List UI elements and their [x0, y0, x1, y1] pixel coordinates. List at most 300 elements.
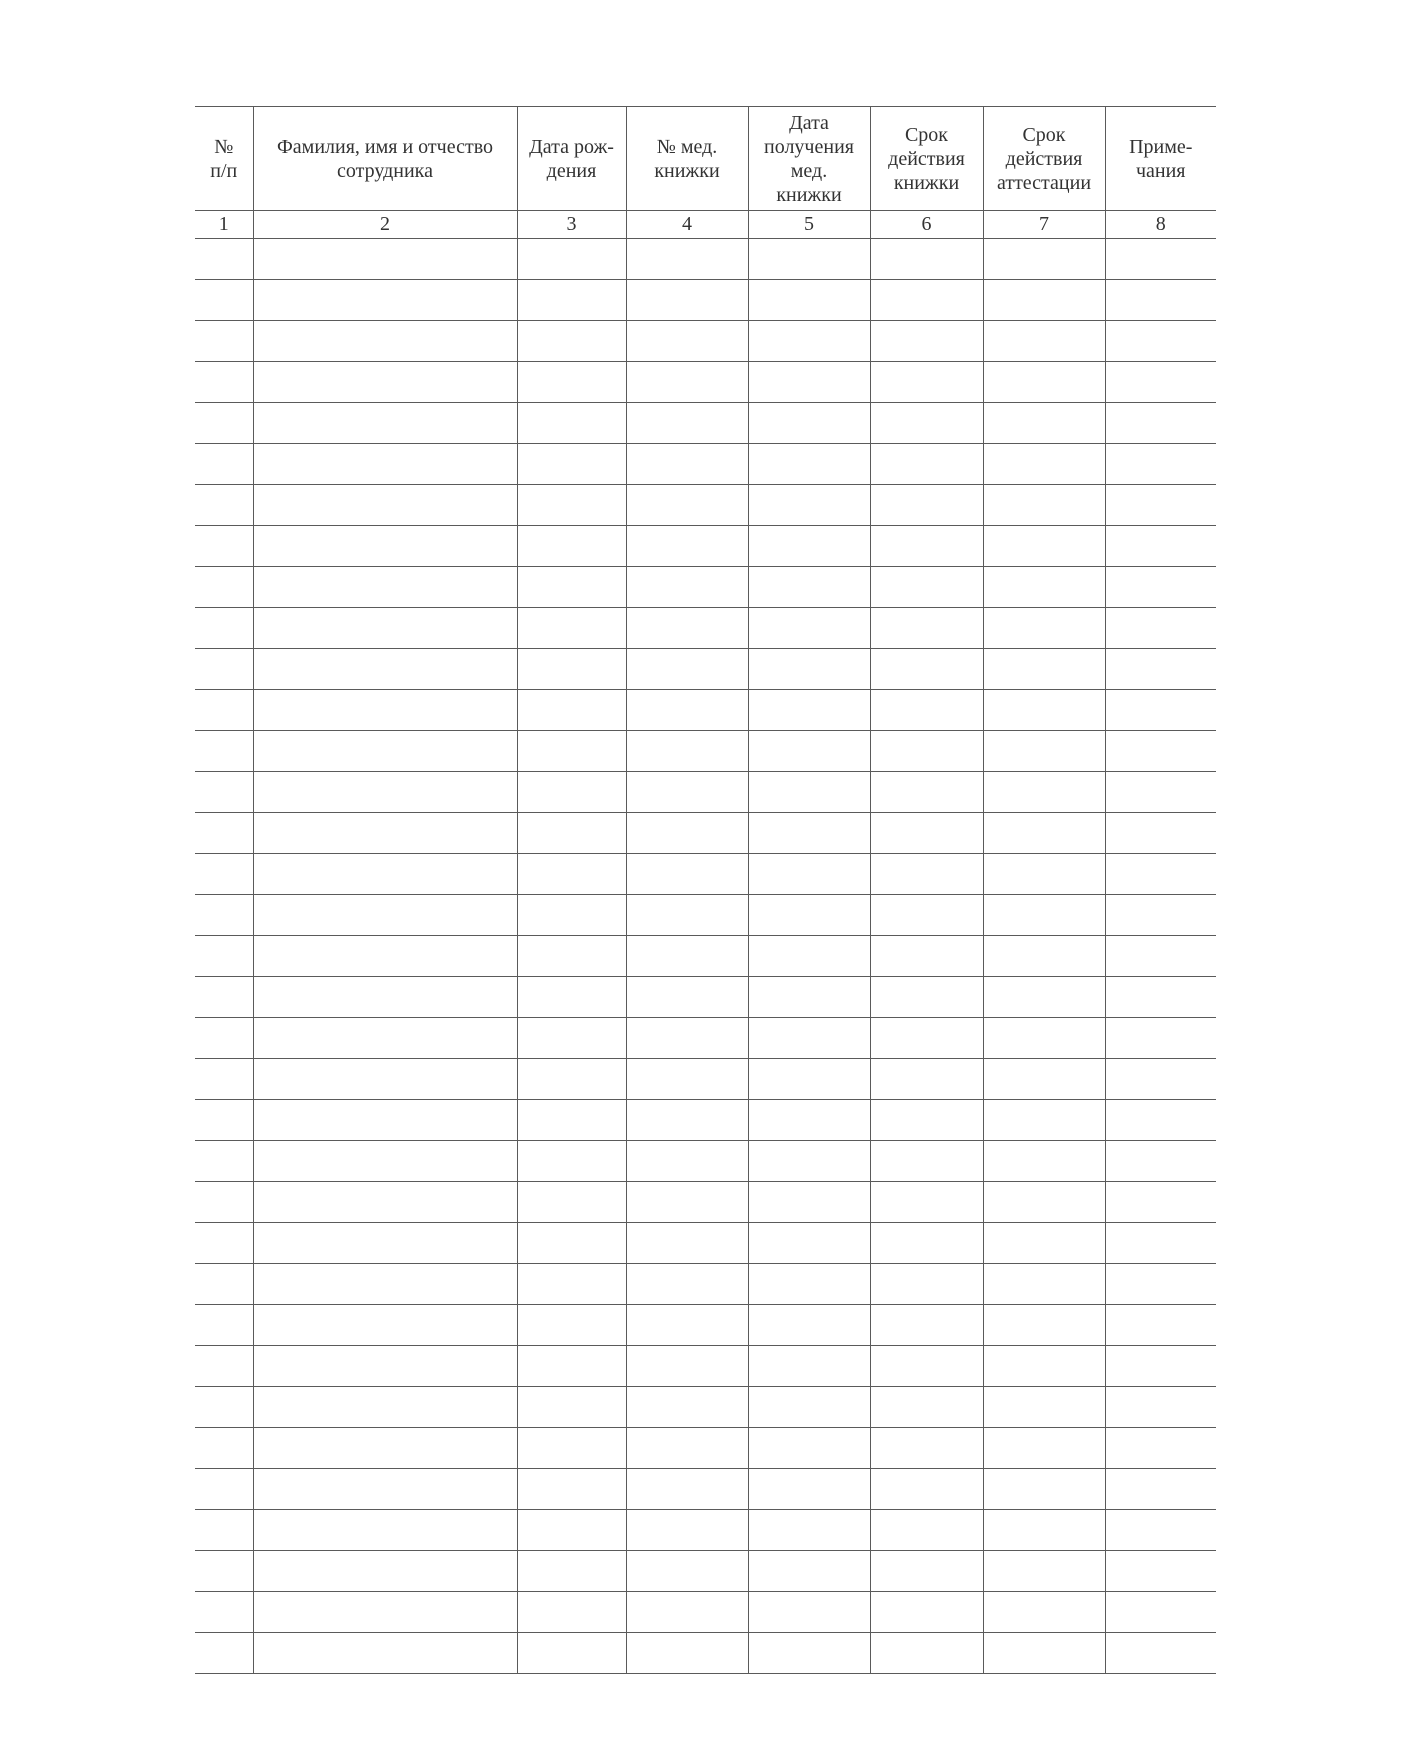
- table-cell[interactable]: [517, 936, 626, 977]
- table-cell[interactable]: [253, 526, 517, 567]
- table-cell[interactable]: [253, 1223, 517, 1264]
- table-cell[interactable]: [253, 608, 517, 649]
- table-cell[interactable]: [626, 1346, 748, 1387]
- table-cell[interactable]: [253, 280, 517, 321]
- table-cell[interactable]: [195, 526, 253, 567]
- table-cell[interactable]: [517, 1100, 626, 1141]
- table-cell[interactable]: [626, 1100, 748, 1141]
- table-cell[interactable]: [870, 1387, 983, 1428]
- table-cell[interactable]: [983, 526, 1105, 567]
- table-cell[interactable]: [517, 608, 626, 649]
- table-cell[interactable]: [517, 239, 626, 280]
- table-cell[interactable]: [870, 321, 983, 362]
- column-header: Дата рож- дения: [517, 107, 626, 211]
- table-cell[interactable]: [748, 977, 870, 1018]
- table-cell[interactable]: [983, 1141, 1105, 1182]
- table-cell[interactable]: [870, 403, 983, 444]
- table-cell[interactable]: [517, 1059, 626, 1100]
- column-header: № п/п: [195, 107, 253, 211]
- table-cell[interactable]: [1105, 895, 1216, 936]
- table-cell[interactable]: [517, 895, 626, 936]
- table-cell[interactable]: [517, 1387, 626, 1428]
- table-cell[interactable]: [748, 690, 870, 731]
- table-cell[interactable]: [748, 526, 870, 567]
- table-cell[interactable]: [1105, 321, 1216, 362]
- table-cell[interactable]: [870, 608, 983, 649]
- table-cell[interactable]: [626, 1059, 748, 1100]
- table-cell[interactable]: [517, 854, 626, 895]
- table-cell[interactable]: [195, 608, 253, 649]
- table-cell[interactable]: [748, 772, 870, 813]
- table-cell[interactable]: [195, 690, 253, 731]
- table-cell[interactable]: [748, 608, 870, 649]
- table-cell[interactable]: [1105, 1633, 1216, 1674]
- table-cell[interactable]: [983, 403, 1105, 444]
- table-cell[interactable]: [983, 1510, 1105, 1551]
- table-cell[interactable]: [1105, 1469, 1216, 1510]
- table-cell[interactable]: [253, 362, 517, 403]
- table-cell[interactable]: [517, 690, 626, 731]
- table-cell[interactable]: [748, 936, 870, 977]
- table-cell[interactable]: [983, 485, 1105, 526]
- table-cell[interactable]: [1105, 1182, 1216, 1223]
- table-cell[interactable]: [253, 444, 517, 485]
- table-cell[interactable]: [626, 1469, 748, 1510]
- table-cell[interactable]: [517, 567, 626, 608]
- table-cell[interactable]: [626, 813, 748, 854]
- table-cell[interactable]: [626, 772, 748, 813]
- table-cell[interactable]: [517, 362, 626, 403]
- table-cell[interactable]: [195, 280, 253, 321]
- table-cell[interactable]: [870, 690, 983, 731]
- table-cell[interactable]: [748, 1141, 870, 1182]
- table-cell[interactable]: [983, 1059, 1105, 1100]
- table-cell[interactable]: [1105, 1141, 1216, 1182]
- table-cell[interactable]: [517, 444, 626, 485]
- table-cell[interactable]: [748, 854, 870, 895]
- table-cell[interactable]: [253, 690, 517, 731]
- table-cell[interactable]: [870, 1141, 983, 1182]
- table-cell[interactable]: [253, 1100, 517, 1141]
- table-cell[interactable]: [870, 1059, 983, 1100]
- table-cell[interactable]: [748, 1510, 870, 1551]
- table-row: [195, 239, 1216, 280]
- table-cell[interactable]: [870, 1018, 983, 1059]
- table-cell[interactable]: [626, 444, 748, 485]
- table-cell[interactable]: [983, 854, 1105, 895]
- table-cell[interactable]: [983, 239, 1105, 280]
- table-cell[interactable]: [748, 813, 870, 854]
- table-cell[interactable]: [748, 731, 870, 772]
- table-cell[interactable]: [870, 1592, 983, 1633]
- table-cell[interactable]: [983, 1100, 1105, 1141]
- table-cell[interactable]: [870, 485, 983, 526]
- table-cell[interactable]: [983, 1592, 1105, 1633]
- table-cell[interactable]: [253, 1264, 517, 1305]
- table-cell[interactable]: [983, 813, 1105, 854]
- table-cell[interactable]: [253, 403, 517, 444]
- table-cell[interactable]: [870, 772, 983, 813]
- table-row: [195, 772, 1216, 813]
- table-cell[interactable]: [517, 1592, 626, 1633]
- table-cell[interactable]: [626, 1551, 748, 1592]
- table-cell[interactable]: [1105, 1551, 1216, 1592]
- table-row: [195, 1633, 1216, 1674]
- table-cell[interactable]: [195, 567, 253, 608]
- table-cell[interactable]: [195, 1346, 253, 1387]
- table-cell[interactable]: [253, 1592, 517, 1633]
- table-cell[interactable]: [870, 1469, 983, 1510]
- table-cell[interactable]: [517, 731, 626, 772]
- table-cell[interactable]: [195, 403, 253, 444]
- table-cell[interactable]: [626, 1018, 748, 1059]
- table-cell[interactable]: [195, 649, 253, 690]
- table-row: [195, 1510, 1216, 1551]
- table-cell[interactable]: [195, 1223, 253, 1264]
- table-cell[interactable]: [1105, 1100, 1216, 1141]
- table-cell[interactable]: [626, 239, 748, 280]
- table-cell[interactable]: [870, 362, 983, 403]
- table-cell[interactable]: [517, 1469, 626, 1510]
- table-cell[interactable]: [1105, 526, 1216, 567]
- table-cell[interactable]: [1105, 280, 1216, 321]
- table-cell[interactable]: [626, 1633, 748, 1674]
- table-cell[interactable]: [983, 1223, 1105, 1264]
- table-cell[interactable]: [517, 1633, 626, 1674]
- table-cell[interactable]: [1105, 403, 1216, 444]
- table-cell[interactable]: [517, 977, 626, 1018]
- table-cell[interactable]: [517, 1346, 626, 1387]
- table-cell[interactable]: [870, 649, 983, 690]
- table-cell[interactable]: [983, 1305, 1105, 1346]
- table-cell[interactable]: [870, 1223, 983, 1264]
- table-cell[interactable]: [195, 854, 253, 895]
- table-cell[interactable]: [195, 1387, 253, 1428]
- table-cell[interactable]: [626, 1182, 748, 1223]
- table-cell[interactable]: [195, 362, 253, 403]
- table-cell[interactable]: [626, 854, 748, 895]
- table-cell[interactable]: [195, 1182, 253, 1223]
- table-cell[interactable]: [253, 895, 517, 936]
- table-cell[interactable]: [748, 485, 870, 526]
- table-cell[interactable]: [517, 1428, 626, 1469]
- table-cell[interactable]: [195, 936, 253, 977]
- table-cell[interactable]: [253, 1551, 517, 1592]
- table-cell[interactable]: [748, 1100, 870, 1141]
- table-cell[interactable]: [1105, 239, 1216, 280]
- table-cell[interactable]: [253, 731, 517, 772]
- table-cell[interactable]: [983, 1387, 1105, 1428]
- column-number: 1: [195, 211, 253, 239]
- table-cell[interactable]: [983, 1428, 1105, 1469]
- table-cell[interactable]: [1105, 1264, 1216, 1305]
- table-cell[interactable]: [253, 813, 517, 854]
- table-cell[interactable]: [870, 813, 983, 854]
- table-cell[interactable]: [748, 403, 870, 444]
- column-number: 7: [983, 211, 1105, 239]
- employee-register-table: [195, 106, 1216, 1674]
- table-cell[interactable]: [626, 526, 748, 567]
- table-cell[interactable]: [748, 1592, 870, 1633]
- table-cell[interactable]: [748, 1059, 870, 1100]
- table-cell[interactable]: [626, 1305, 748, 1346]
- table-row: [195, 1387, 1216, 1428]
- table-cell[interactable]: [748, 444, 870, 485]
- table-cell[interactable]: [626, 1264, 748, 1305]
- table-cell[interactable]: [626, 1223, 748, 1264]
- table-cell[interactable]: [195, 731, 253, 772]
- table-cell[interactable]: [195, 1469, 253, 1510]
- table-cell[interactable]: [253, 1059, 517, 1100]
- table-cell[interactable]: [748, 321, 870, 362]
- table-cell[interactable]: [870, 936, 983, 977]
- table-cell[interactable]: [517, 485, 626, 526]
- table-cell[interactable]: [253, 1305, 517, 1346]
- table-cell[interactable]: [870, 567, 983, 608]
- table-cell[interactable]: [1105, 977, 1216, 1018]
- table-cell[interactable]: [626, 1141, 748, 1182]
- table-cell[interactable]: [748, 567, 870, 608]
- table-cell[interactable]: [626, 1428, 748, 1469]
- table-cell[interactable]: [983, 608, 1105, 649]
- table-cell[interactable]: [253, 772, 517, 813]
- table-cell[interactable]: [517, 526, 626, 567]
- table-cell[interactable]: [626, 321, 748, 362]
- table-cell[interactable]: [253, 321, 517, 362]
- table-cell[interactable]: [870, 1305, 983, 1346]
- table-cell[interactable]: [983, 1633, 1105, 1674]
- table-cell[interactable]: [870, 444, 983, 485]
- table-cell[interactable]: [626, 280, 748, 321]
- table-cell[interactable]: [983, 977, 1105, 1018]
- table-cell[interactable]: [517, 403, 626, 444]
- column-number: 6: [870, 211, 983, 239]
- table-cell[interactable]: [1105, 444, 1216, 485]
- table-cell[interactable]: [870, 1100, 983, 1141]
- table-cell[interactable]: [253, 239, 517, 280]
- table-cell[interactable]: [195, 1059, 253, 1100]
- table-cell[interactable]: [195, 1428, 253, 1469]
- table-cell[interactable]: [253, 936, 517, 977]
- table-cell[interactable]: [748, 280, 870, 321]
- table-cell[interactable]: [517, 1223, 626, 1264]
- table-cell[interactable]: [195, 321, 253, 362]
- table-cell[interactable]: [748, 1346, 870, 1387]
- table-cell[interactable]: [517, 1305, 626, 1346]
- table-cell[interactable]: [983, 280, 1105, 321]
- table-cell[interactable]: [517, 1551, 626, 1592]
- table-cell[interactable]: [1105, 1510, 1216, 1551]
- table-cell[interactable]: [1105, 1223, 1216, 1264]
- table-cell[interactable]: [748, 1469, 870, 1510]
- table-cell[interactable]: [195, 1018, 253, 1059]
- table-cell[interactable]: [253, 1510, 517, 1551]
- table-cell[interactable]: [1105, 1018, 1216, 1059]
- table-cell[interactable]: [195, 239, 253, 280]
- column-header: Фамилия, имя и отчество сотрудника: [253, 107, 517, 211]
- table-cell[interactable]: [1105, 936, 1216, 977]
- table-cell[interactable]: [626, 731, 748, 772]
- table-cell[interactable]: [748, 1182, 870, 1223]
- table-cell[interactable]: [195, 813, 253, 854]
- table-cell[interactable]: [253, 977, 517, 1018]
- table-cell[interactable]: [870, 895, 983, 936]
- table-cell[interactable]: [253, 1141, 517, 1182]
- table-cell[interactable]: [517, 649, 626, 690]
- table-row: [195, 1592, 1216, 1633]
- table-cell[interactable]: [870, 1633, 983, 1674]
- table-cell[interactable]: [748, 239, 870, 280]
- table-cell[interactable]: [253, 567, 517, 608]
- table-cell[interactable]: [748, 1305, 870, 1346]
- table-cell[interactable]: [748, 1551, 870, 1592]
- table-row: [195, 1264, 1216, 1305]
- table-cell[interactable]: [1105, 772, 1216, 813]
- table-cell[interactable]: [195, 1141, 253, 1182]
- table-cell[interactable]: [1105, 813, 1216, 854]
- table-cell[interactable]: [1105, 1428, 1216, 1469]
- table-cell[interactable]: [983, 567, 1105, 608]
- table-cell[interactable]: [195, 444, 253, 485]
- table-cell[interactable]: [983, 895, 1105, 936]
- table-cell[interactable]: [748, 1387, 870, 1428]
- table-cell[interactable]: [983, 321, 1105, 362]
- table-cell[interactable]: [1105, 362, 1216, 403]
- table-cell[interactable]: [517, 1018, 626, 1059]
- table-cell[interactable]: [983, 1346, 1105, 1387]
- table-cell[interactable]: [253, 1182, 517, 1223]
- table-cell[interactable]: [870, 1428, 983, 1469]
- table-cell[interactable]: [195, 485, 253, 526]
- table-cell[interactable]: [517, 1141, 626, 1182]
- table-cell[interactable]: [626, 895, 748, 936]
- table-cell[interactable]: [870, 1182, 983, 1223]
- table-cell[interactable]: [1105, 1592, 1216, 1633]
- table-cell[interactable]: [626, 362, 748, 403]
- table-cell[interactable]: [983, 362, 1105, 403]
- table-row: [195, 649, 1216, 690]
- table-cell[interactable]: [748, 1428, 870, 1469]
- table-cell[interactable]: [195, 895, 253, 936]
- table-cell[interactable]: [983, 444, 1105, 485]
- table-cell[interactable]: [1105, 485, 1216, 526]
- table-cell[interactable]: [517, 1264, 626, 1305]
- table-cell[interactable]: [195, 1510, 253, 1551]
- table-cell[interactable]: [253, 1633, 517, 1674]
- table-cell[interactable]: [1105, 1305, 1216, 1346]
- table-cell[interactable]: [983, 1018, 1105, 1059]
- table-cell[interactable]: [870, 1551, 983, 1592]
- table-cell[interactable]: [1105, 1059, 1216, 1100]
- table-row: [195, 813, 1216, 854]
- table-cell[interactable]: [870, 280, 983, 321]
- table-cell[interactable]: [626, 936, 748, 977]
- table-cell[interactable]: [626, 1387, 748, 1428]
- table-cell[interactable]: [253, 1428, 517, 1469]
- table-cell[interactable]: [748, 649, 870, 690]
- table-cell[interactable]: [748, 1264, 870, 1305]
- table-cell[interactable]: [983, 1264, 1105, 1305]
- table-row: [195, 403, 1216, 444]
- table-cell[interactable]: [626, 690, 748, 731]
- table-cell[interactable]: [195, 1633, 253, 1674]
- table-cell[interactable]: [253, 1469, 517, 1510]
- table-cell[interactable]: [983, 936, 1105, 977]
- table-cell[interactable]: [626, 649, 748, 690]
- table-cell[interactable]: [748, 1633, 870, 1674]
- table-cell[interactable]: [1105, 567, 1216, 608]
- table-cell[interactable]: [870, 526, 983, 567]
- table-cell[interactable]: [517, 280, 626, 321]
- table-cell[interactable]: [517, 813, 626, 854]
- table-cell[interactable]: [748, 895, 870, 936]
- table-cell[interactable]: [517, 772, 626, 813]
- table-cell[interactable]: [195, 1592, 253, 1633]
- table-cell[interactable]: [626, 977, 748, 1018]
- table-cell[interactable]: [195, 1551, 253, 1592]
- table-cell[interactable]: [870, 1264, 983, 1305]
- table-cell[interactable]: [626, 1510, 748, 1551]
- table-cell[interactable]: [626, 403, 748, 444]
- table-cell[interactable]: [983, 1182, 1105, 1223]
- table-cell[interactable]: [195, 1305, 253, 1346]
- table-cell[interactable]: [748, 1223, 870, 1264]
- table-cell[interactable]: [626, 567, 748, 608]
- column-header: Приме- чания: [1105, 107, 1216, 211]
- table-cell[interactable]: [195, 1100, 253, 1141]
- table-cell[interactable]: [1105, 1387, 1216, 1428]
- table-cell[interactable]: [517, 1510, 626, 1551]
- table-cell[interactable]: [1105, 608, 1216, 649]
- table-cell[interactable]: [195, 977, 253, 1018]
- table-cell[interactable]: [253, 485, 517, 526]
- table-cell[interactable]: [748, 1018, 870, 1059]
- table-cell[interactable]: [983, 772, 1105, 813]
- table-cell[interactable]: [195, 772, 253, 813]
- table-cell[interactable]: [870, 1346, 983, 1387]
- table-cell[interactable]: [517, 1182, 626, 1223]
- table-cell[interactable]: [870, 977, 983, 1018]
- table-cell[interactable]: [253, 854, 517, 895]
- table-cell[interactable]: [1105, 649, 1216, 690]
- table-cell[interactable]: [253, 649, 517, 690]
- table-cell[interactable]: [1105, 690, 1216, 731]
- column-header: № мед. книжки: [626, 107, 748, 211]
- table-cell[interactable]: [870, 854, 983, 895]
- table-cell[interactable]: [626, 485, 748, 526]
- table-cell[interactable]: [983, 649, 1105, 690]
- table-cell[interactable]: [870, 731, 983, 772]
- table-cell[interactable]: [870, 1510, 983, 1551]
- table-cell[interactable]: [1105, 731, 1216, 772]
- table-cell[interactable]: [983, 1469, 1105, 1510]
- table-cell[interactable]: [983, 690, 1105, 731]
- table-cell[interactable]: [626, 608, 748, 649]
- table-cell[interactable]: [253, 1346, 517, 1387]
- table-cell[interactable]: [626, 1592, 748, 1633]
- table-cell[interactable]: [748, 362, 870, 403]
- table-cell[interactable]: [1105, 1346, 1216, 1387]
- table-cell[interactable]: [1105, 854, 1216, 895]
- table-cell[interactable]: [983, 1551, 1105, 1592]
- table-cell[interactable]: [253, 1387, 517, 1428]
- table-cell[interactable]: [517, 321, 626, 362]
- table-cell[interactable]: [983, 731, 1105, 772]
- table-cell[interactable]: [253, 1018, 517, 1059]
- table-cell[interactable]: [870, 239, 983, 280]
- column-number-row: [195, 211, 1216, 239]
- table-cell[interactable]: [195, 1264, 253, 1305]
